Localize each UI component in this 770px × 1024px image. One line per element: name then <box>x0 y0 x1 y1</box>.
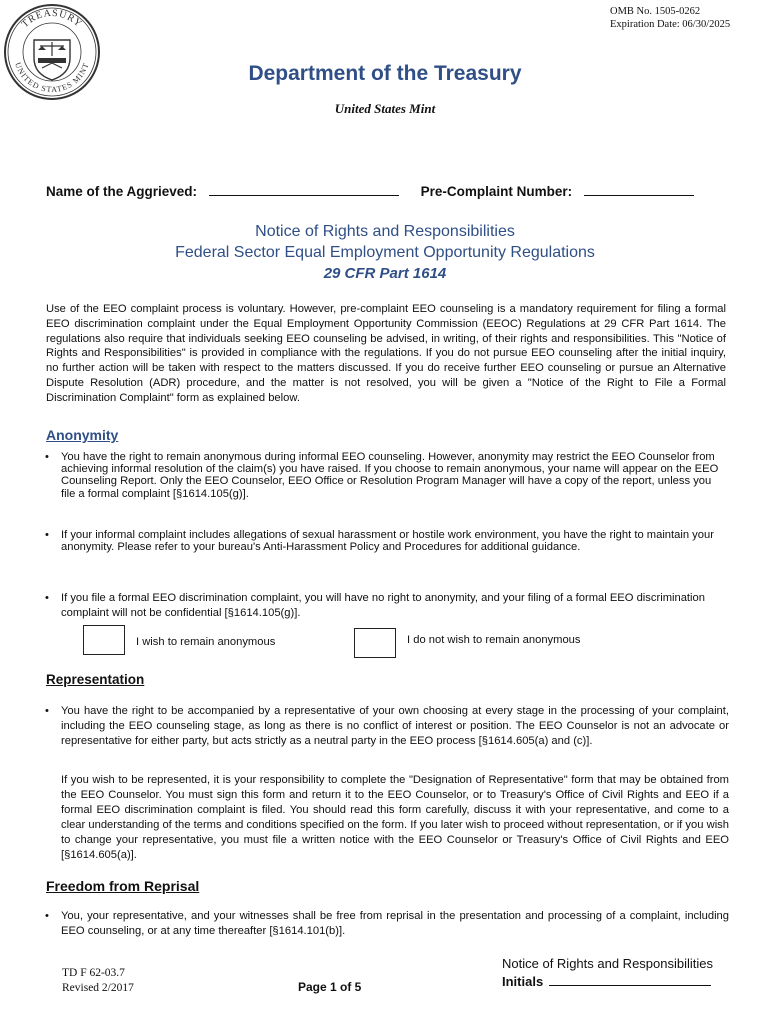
omb-expiration: Expiration Date: 06/30/2025 <box>610 19 731 30</box>
initials-row <box>502 974 711 989</box>
bullet-icon: • <box>45 910 49 922</box>
remain-anonymous-checkbox[interactable] <box>83 625 125 655</box>
anonymity-bullet <box>45 529 725 554</box>
anonymity-bullet <box>45 591 725 620</box>
footer-title: Notice of Rights and Responsibilities <box>502 956 713 971</box>
not-remain-anonymous-checkbox[interactable] <box>354 628 396 658</box>
name-row <box>46 183 694 199</box>
bureau-name: United States Mint <box>334 101 436 116</box>
department-title: Department of the Treasury <box>248 62 522 85</box>
form-id <box>62 966 134 996</box>
bullet-icon: • <box>45 529 49 541</box>
initials-label: Initials <box>502 974 544 989</box>
anonymity-bullet-text: If you file a formal EEO discrimination complaint, you will have no right to anonymity, and your filing of a formal EEO discrimination complaint will not be confidential [§1614.105(g)]. <box>61 592 705 619</box>
representation-bullet <box>45 704 729 749</box>
reprisal-text: You, your representative, and your witnesses shall be free from reprisal in the presentation and processing of a complaint, including EEO counseling, or at any time thereafter [§1614.101(b)]. <box>61 910 729 937</box>
page-number: Page 1 of 5 <box>298 980 362 994</box>
representation-paragraph: If you wish to be represented, it is your responsibility to complete the "Designation of Representative" form that may be obtained from the EEO Counselor. You must sign this form and return it to the EEO Counselor, or to Treasury's Office of Civil Rights and EEO if a formal EEO discrimination complaint is filed. You should read this form carefully, discuss it with your representative, and come to a clear understanding of the terms and conditions specified on the form. If you later wish to proceed without representation, or if you wish to change your representative, you must file a written notice with the EEO Counselor or Treasury's Office of Civil Rights and EEO [§1614.605(a)]. <box>61 774 729 861</box>
bullet-icon: • <box>45 451 49 463</box>
not-remain-anonymous-label: I do not wish to remain anonymous <box>407 634 581 646</box>
remain-anonymous-label: I wish to remain anonymous <box>136 636 276 648</box>
notice-title: Notice of Rights and Responsibilities <box>255 223 515 240</box>
seal-bottom-text: UNITED STATES MINT <box>13 61 91 95</box>
omb-number: OMB No. 1505-0262 <box>610 6 701 17</box>
bullet-icon: • <box>45 705 49 717</box>
treasury-seal <box>2 2 102 102</box>
aggrieved-label: Name of the Aggrieved: <box>46 184 198 199</box>
bullet-icon: • <box>45 592 49 604</box>
notice-cfr: 29 CFR Part 1614 <box>323 265 447 282</box>
aggrieved-name-field[interactable] <box>209 183 399 196</box>
precomplaint-number-field[interactable] <box>584 183 694 196</box>
anonymity-heading: Anonymity <box>46 427 119 443</box>
form-number: TD F 62-03.7 <box>62 967 125 979</box>
notice-subtitle: Federal Sector Equal Employment Opportunity Regulations <box>175 244 595 261</box>
representation-heading: Representation <box>46 672 145 687</box>
anonymity-bullet-text: If your informal complaint includes allegations of sexual harassment or hostile work environment, you have the right to maintain your anonymity. Please refer to your bureau's Anti-Harassment Policy and Procedures for additional guidance. <box>61 529 714 554</box>
treasury-seal-icon <box>2 2 102 102</box>
reprisal-bullet <box>45 909 729 938</box>
seal-top-text: TREASURY <box>19 7 85 31</box>
form-revised: Revised 2/2017 <box>62 982 134 994</box>
omb-info <box>610 5 730 31</box>
intro-paragraph: Use of the EEO complaint process is voluntary. However, pre-complaint EEO counseling is a mandatory requirement for filing a formal EEO discrimination complaint under the Equal Employment Opportunity Commission (EEOC) Regulations at 29 CFR Part 1614. The regulations also require that individuals seeking EEO counseling be advised, in writing, of their rights and responsibilities. This "Notice of Rights and Responsibilities" is provided in compliance with the regulations. If you do not pursue EEO counseling after the initial inquiry, no further action will be taken with respect to the matters discussed. If you do receive further EEO counseling or pursue an Alternative Dispute Resolution (ADR) procedure, and the matter is not resolved, you will be given a "Notice of the Right to File a Formal Discrimination Complaint" form as explained below. <box>46 303 726 404</box>
representation-text: You have the right to be accompanied by a representative of your own choosing at every stage in the processing of your complaint, including the EEO counseling stage, as long as there is no conflict of interest or position. The EEO Counselor is not an advocate or representative for either party, but acts strictly as a neutral party in the EEO process [§1614.605(a) and (c)]. <box>61 705 729 747</box>
precomplaint-label: Pre-Complaint Number: <box>420 184 573 199</box>
anonymity-bullet-text: You have the right to remain anonymous during informal EEO counseling. However, anonymity may restrict the EEO Counselor from achieving informal resolution of the claim(s) you have raised. If you choose to remain anonymous, your name will appear on the EEO Counseling Report. Only the EEO Counselor, EEO Office or Resolution Program Manager will have a copy of the report, unless you file a formal complaint [§1614.105(g)]. <box>61 451 719 500</box>
anonymity-bullet <box>45 451 725 500</box>
initials-field[interactable] <box>549 975 711 986</box>
reprisal-heading: Freedom from Reprisal <box>46 878 200 894</box>
